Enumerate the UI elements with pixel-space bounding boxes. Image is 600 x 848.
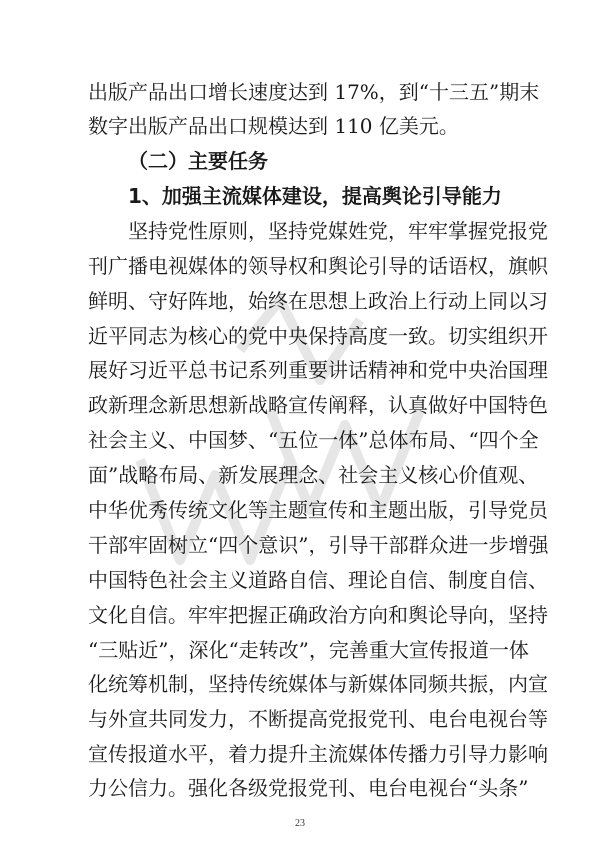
section-heading: （二）主要任务 — [128, 149, 268, 173]
text-line: 鲜明、守好阵地，始终在思想上政治上行动上同以习 — [88, 289, 548, 313]
text-line: “三贴近”，深化“走转改”，完善重大宣传报道一体 — [88, 638, 529, 662]
text-line: 出版产品出口增长速度达到 17%，到“十三五”期末 — [88, 80, 540, 104]
text-line: 刊广播电视媒体的领导权和舆论引导的话语权，旗帜 — [88, 254, 548, 278]
text-line: 社会主义、中国梦、“五位一体”总体布局、“四个全 — [88, 428, 539, 452]
text-line: 文化自信。牢牢把握正确政治方向和舆论导向，坚持 — [88, 603, 548, 627]
text-line: 中华优秀传统文化等主题宣传和主题出版，引导党员 — [88, 498, 548, 522]
text-line: 力公信力。强化各级党报党刊、电台电视台“头条” — [88, 776, 529, 800]
text-line: 展好习近平总书记系列重要讲话精神和党中央治国理 — [88, 358, 548, 382]
page-number: 23 — [295, 818, 305, 829]
text-line: 坚持党性原则，坚持党媒姓党，牢牢掌握党报党 — [128, 219, 548, 243]
text-line: 宣传报道水平，着力提升主流媒体传播力引导力影响 — [88, 742, 548, 766]
text-line: 干部牢固树立“四个意识”，引导干部群众进一步增强 — [88, 533, 549, 557]
text-line: 数字出版产品出口规模达到 110 亿美元。 — [88, 114, 459, 138]
text-line: 化统筹机制，坚持传统媒体与新媒体同频共振，内宣 — [88, 672, 548, 696]
subsection-heading: 1、加强主流媒体建设，提高舆论引导能力 — [128, 184, 502, 208]
text-line: 近平同志为核心的党中央保持高度一致。切实组织开 — [88, 324, 548, 348]
text-line: 与外宣共同发力，不断提高党报党刊、电台电视台等 — [88, 707, 548, 731]
text-line: 政新理念新思想新战略宣传阐释，认真做好中国特色 — [88, 393, 548, 417]
text-line: 中国特色社会主义道路自信、理论自信、制度自信、 — [88, 568, 548, 592]
text-line: 面”战略布局、新发展理念、社会主义核心价值观、 — [88, 463, 539, 487]
